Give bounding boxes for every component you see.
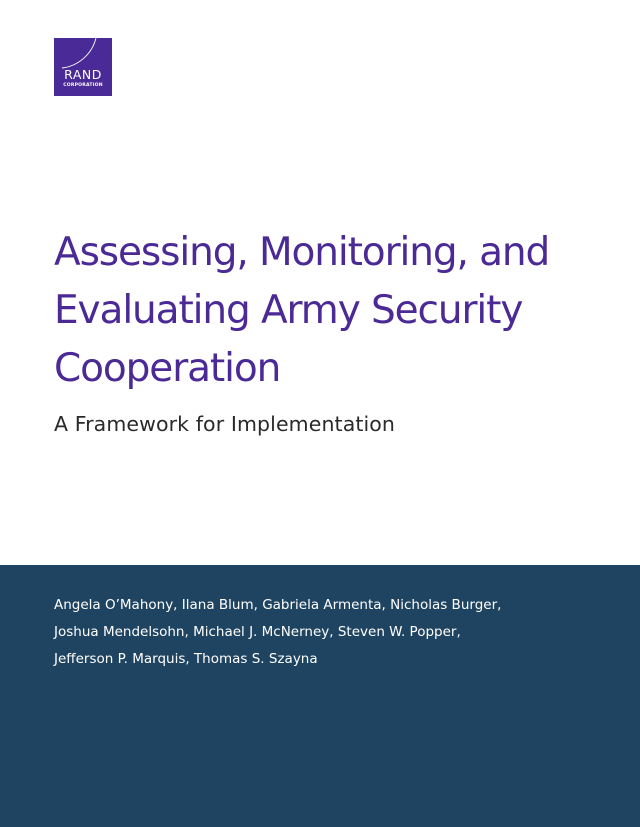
title-line: Cooperation xyxy=(54,346,281,391)
author-list xyxy=(54,592,624,673)
report-subtitle: A Framework for Implementation xyxy=(54,412,396,436)
report-title xyxy=(54,224,614,398)
author-line: Joshua Mendelsohn, Michael J. McNerney, Steven W. Popper, xyxy=(54,624,461,640)
title-line: Evaluating Army Security xyxy=(54,288,523,333)
logo-wordmark: RAND xyxy=(64,67,102,82)
title-line: Assessing, Monitoring, and xyxy=(54,230,550,275)
author-line: Jefferson P. Marquis, Thomas S. Szayna xyxy=(54,651,318,667)
rand-logo xyxy=(54,38,112,96)
author-line: Angela O’Mahony, Ilana Blum, Gabriela Armenta, Nicholas Burger, xyxy=(54,597,502,613)
logo-subtitle: CORPORATION xyxy=(63,83,103,88)
